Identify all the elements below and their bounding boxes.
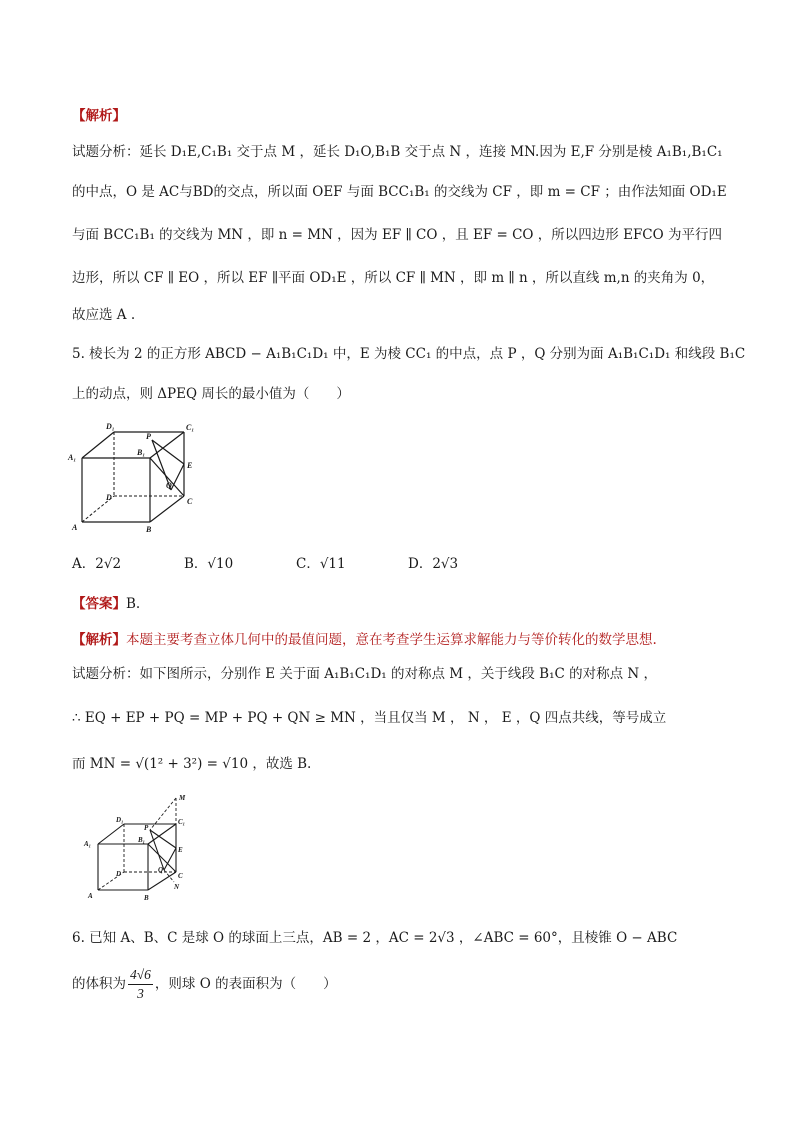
label-D: D [106, 493, 112, 502]
fraction-denominator: 3 [137, 986, 144, 1001]
analysis-text-line: 试题分析：如下图所示，分别作 E 关于面 A₁B₁C₁D₁ 的对称点 M ，关于线段 B₁C 的对称点 N ， [72, 666, 658, 682]
analysis-header: 【解析】 [72, 632, 126, 648]
q6-text-post: ，则球 O 的表面积为（ ） [154, 976, 337, 992]
label-B1: B₁ [137, 448, 146, 457]
analysis-text-line: ∴ EQ + EP + PQ = MP + PQ + QN ≥ MN ，当且仅当 M ， N ， E ，Q 四点共线，等号成立 [72, 710, 667, 726]
analysis-text-line: 试题分析：延长 D₁E,C₁B₁ 交于点 M ，延长 D₁O,B₁B 交于点 N ，连接 MN.因为 E,F 分别是棱 A₁B₁,B₁C₁ [72, 144, 723, 160]
label-A1: A₁ [84, 840, 92, 848]
option-b[interactable]: B．√10 [184, 556, 234, 572]
label-A: A [88, 892, 93, 900]
label-P: P [144, 824, 149, 832]
label-B1: B₁ [138, 836, 146, 844]
label-C: C [178, 872, 183, 880]
label-N: N [174, 883, 180, 891]
answer-header: 【答案】 [72, 596, 126, 612]
option-a[interactable]: A．2√2 [72, 556, 122, 572]
cube-figure-2 [80, 790, 200, 902]
analysis-intro: 本题主要考查立体几何中的最值问题，意在考查学生运算求解能力与等价转化的数学思想. [126, 632, 657, 648]
q6-text-pre: 的体积为 [72, 976, 126, 992]
volume-fraction [128, 966, 153, 1003]
answer-line [72, 592, 140, 612]
label-D1: D₁ [116, 816, 124, 824]
analysis-text-line: 边形，所以 CF ∥ EO ，所以 EF ∥平面 OD₁E ，所以 CF ∥ MN ，即 m ∥ n ，所以直线 m,n 的夹角为 0， [72, 270, 715, 286]
label-D1: D₁ [106, 422, 115, 431]
fraction-numerator: 4√6 [128, 966, 153, 985]
question-5-stem: 5. 棱长为 2 的正方形 ABCD − A₁B₁C₁D₁ 中，E 为棱 CC₁ 的中点，点 P ，Q 分别为面 A₁B₁C₁D₁ 和线段 B₁C [72, 346, 746, 362]
analysis-text-line: 故应选 A . [72, 307, 136, 323]
label-C: C [187, 497, 193, 506]
label-Q: Q [166, 481, 172, 490]
answer-value: B. [126, 596, 141, 612]
question-6-stem-2 [72, 966, 337, 1003]
label-Q: Q [158, 866, 164, 874]
label-A1: A₁ [68, 453, 77, 462]
label-E: E [178, 846, 183, 854]
option-c[interactable]: C．√11 [296, 556, 346, 572]
label-P: P [146, 432, 151, 441]
label-B: B [146, 525, 152, 534]
label-D: D [116, 870, 122, 878]
question-5-options [72, 552, 520, 572]
analysis-2-intro-line [72, 628, 657, 648]
analysis-text-line: 的中点，O 是 AC与BD的交点，所以面 OEF 与面 BCC₁B₁ 的交线为 CF ，即 m = CF ；由作法知面 OD₁E [72, 184, 727, 200]
analysis-header: 【解析】 [72, 108, 126, 124]
label-C1: C₁ [186, 423, 195, 432]
label-A: A [72, 523, 78, 532]
question-5-stem: 上的动点，则 ΔPEQ 周长的最小值为（ ） [72, 386, 350, 402]
option-d[interactable]: D．2√3 [408, 556, 459, 572]
label-B: B [144, 894, 149, 902]
label-E: E [187, 461, 193, 470]
label-M: M [179, 794, 186, 802]
label-C1: C₁ [178, 818, 186, 826]
question-6-stem: 6. 已知 A、B、C 是球 O 的球面上三点，AB = 2 ，AC = 2√3 ，∠ABC = 60°，且棱锥 O − ABC [72, 930, 678, 946]
cube-figure-1 [66, 418, 206, 536]
analysis-text-line: 而 MN = √(1² + 3²) = √10 ，故选 B. [72, 756, 312, 772]
analysis-text-line: 与面 BCC₁B₁ 的交线为 MN ，即 n = MN ，因为 EF ∥ CO ，且 EF = CO ，所以四边形 EFCO 为平行四 [72, 227, 722, 243]
